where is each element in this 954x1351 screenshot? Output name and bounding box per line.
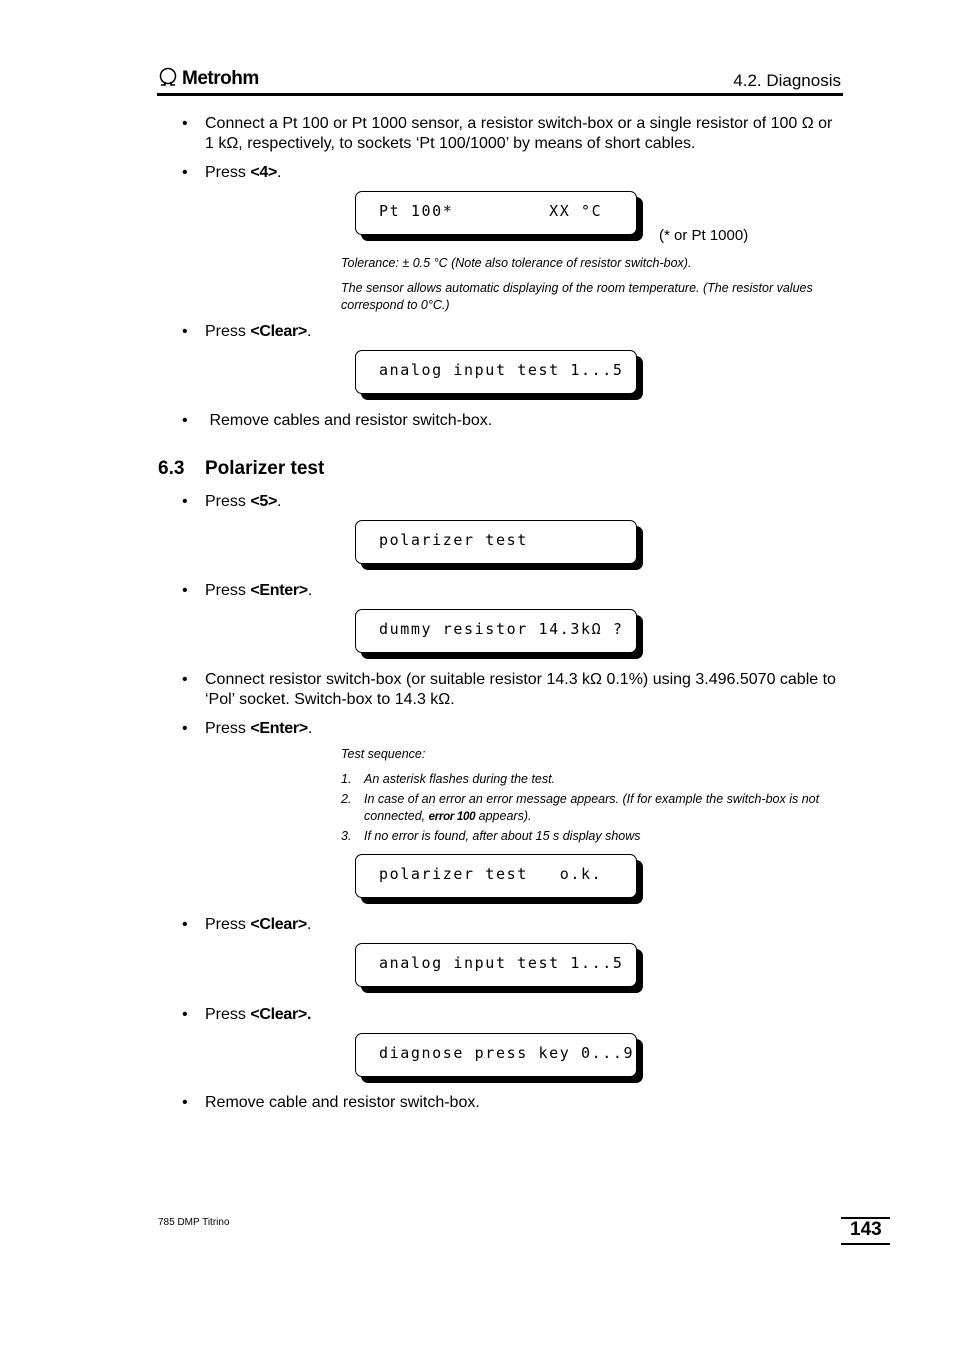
press-suffix: . — [306, 323, 312, 340]
key-clear: <Clear> — [250, 916, 307, 933]
list-item: An asterisk flashes during the test. — [364, 772, 556, 786]
bullet: • — [182, 671, 188, 688]
press-label: Press — [205, 720, 251, 737]
press-suffix: . — [277, 164, 282, 181]
press-instruction — [205, 915, 845, 935]
logo-text: Metrohm — [182, 68, 259, 89]
key-enter: <Enter> — [250, 720, 308, 737]
connect-line-1: Connect a Pt 100 or Pt 1000 sensor, a resistor switch-box or a single resistor of 100 Ω or — [205, 115, 833, 132]
bullet: • — [182, 323, 188, 340]
lcd-display — [355, 191, 637, 235]
press-instruction — [205, 1005, 845, 1025]
remove-instruction: Remove cable and resistor switch-box. — [205, 1094, 480, 1111]
connect-instruction — [205, 670, 845, 710]
sensor-note — [341, 280, 841, 314]
bullet: • — [182, 720, 188, 737]
press-label: Press — [205, 916, 251, 933]
section-heading — [158, 458, 324, 480]
bullet: • — [182, 412, 188, 429]
press-label: Press — [205, 493, 251, 510]
lcd-display — [355, 1033, 637, 1077]
list-item-line-1: In case of an error an error message appears. (If for example the switch-box is not — [364, 792, 820, 806]
omega-logo-icon — [158, 67, 178, 87]
lcd-display — [355, 520, 637, 564]
page-number: 143 — [850, 1219, 882, 1240]
lcd-text: polarizer test — [379, 531, 528, 549]
press-label: Press — [205, 1006, 251, 1023]
key-4: <4> — [250, 164, 278, 181]
bullet: • — [182, 493, 188, 510]
lcd-text: analog input test 1...5 — [379, 361, 624, 379]
header-section-title: 4.2. Diagnosis — [733, 71, 841, 90]
section-title: Polarizer test — [205, 458, 325, 479]
footer-model: 785 DMP Titrino — [158, 1217, 230, 1228]
connect-line-1: Connect resistor switch-box (or suitable resistor 14.3 kΩ 0.1%) using 3.496.5070 cable to — [205, 671, 836, 688]
list-number: 2. — [341, 792, 352, 806]
key-enter: <Enter> — [250, 582, 308, 599]
lcd-text: dummy resistor 14.3kΩ ? — [379, 620, 624, 638]
list-number: 3. — [341, 829, 352, 843]
list-item — [364, 791, 840, 826]
bullet: • — [182, 1094, 188, 1111]
remove-instruction: Remove cables and resistor switch-box. — [205, 412, 493, 429]
press-suffix: . — [307, 582, 313, 599]
brand-logo — [158, 67, 259, 90]
press-suffix: . — [277, 493, 282, 510]
lcd-text: diagnose press key 0...9 — [379, 1044, 635, 1062]
lcd-display — [355, 943, 637, 987]
press-instruction — [205, 719, 845, 739]
press-instruction — [205, 581, 845, 601]
lcd-display — [355, 854, 637, 898]
sensor-note-line-2: correspond to 0°C.) — [341, 298, 450, 312]
sensor-note-line-1: The sensor allows automatic displaying of the room temperature. (The resistor values — [341, 281, 813, 295]
list-item-text: appears). — [475, 809, 532, 823]
error-code: error 100 — [428, 811, 476, 823]
connect-instruction — [205, 114, 845, 154]
lcd-text: Pt 100* XX °C — [379, 202, 603, 220]
lcd-text: analog input test 1...5 — [379, 954, 624, 972]
press-label: Press — [205, 323, 251, 340]
tolerance-note: Tolerance: ± 0.5 °C (Note also tolerance of resistor switch-box). — [341, 256, 692, 270]
list-item: If no error is found, after about 15 s display shows — [364, 829, 641, 843]
bullet: • — [182, 1006, 188, 1023]
key-clear: <Clear>. — [250, 1006, 312, 1023]
page-number-rule-bottom — [841, 1243, 890, 1245]
section-number: 6.3 — [158, 458, 185, 479]
press-suffix: . — [307, 720, 313, 737]
lcd-text: polarizer test o.k. — [379, 865, 603, 883]
bullet: • — [182, 582, 188, 599]
press-suffix: . — [306, 916, 312, 933]
lcd-display — [355, 350, 637, 394]
press-instruction — [205, 163, 845, 183]
list-number: 1. — [341, 772, 352, 786]
bullet: • — [182, 916, 188, 933]
bullet: • — [182, 164, 188, 181]
press-label: Press — [205, 164, 251, 181]
connect-line-2: 1 kΩ, respectively, to sockets ‘Pt 100/1000’ by means of short cables. — [205, 135, 696, 152]
lcd-display — [355, 609, 637, 653]
press-label: Press — [205, 582, 251, 599]
list-item-line-2 — [364, 808, 840, 826]
press-instruction — [205, 492, 845, 512]
header-rule — [157, 93, 843, 96]
press-instruction — [205, 322, 845, 342]
list-item-text: connected, — [364, 809, 429, 823]
sequence-title: Test sequence: — [341, 747, 426, 761]
connect-line-2: ‘Pol’ socket. Switch-box to 14.3 kΩ. — [205, 691, 455, 708]
bullet: • — [182, 115, 188, 132]
key-clear: <Clear> — [250, 323, 307, 340]
key-5: <5> — [250, 493, 278, 510]
display-side-note: (* or Pt 1000) — [659, 227, 749, 244]
